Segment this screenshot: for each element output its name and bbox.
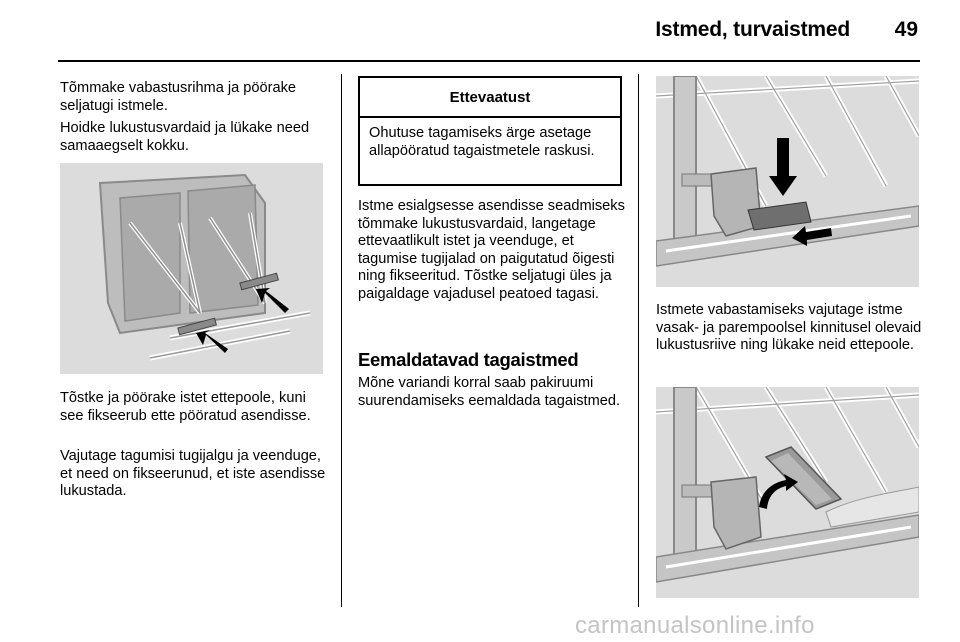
page-header-title: Istmed, turvaistmed — [655, 18, 850, 41]
col1-paragraph-1: Tõmmake vabastusrihma ja pöörake seljatugi istmele. — [60, 80, 297, 114]
page-number: 49 — [894, 18, 918, 41]
header-rule — [58, 60, 920, 62]
seat-illustration-2 — [656, 76, 919, 287]
warning-title: Ettevaatust — [360, 78, 620, 118]
col2-paragraph-2: Mõne variandi korral saab pakiruumi suurendamiseks eemaldada tagaistmed. — [358, 375, 621, 409]
col2-paragraph-1: Istme esialgsesse asendisse seadmiseks tõmmake lukustusvardaid, langetage ettevaatlikult istet ja veenduge, et tagumise tugijalad on paigutatud õigesti ning fikseeritud. Tõstke seljatugi üles ja paigaldage vajadusel peatoed tagasi. — [358, 198, 625, 302]
seat-illustration-1 — [60, 163, 323, 374]
figure-seat-lock-bars — [60, 163, 323, 374]
section-heading: Eemaldatavad tagaistmed — [358, 349, 579, 370]
col3-paragraph-1: Istmete vabastamiseks vajutage istme vasak- ja parempoolsel kinnitusel olevaid lukustusriive ning lükake neid ettepoole. — [656, 302, 922, 353]
column-divider-2 — [638, 74, 639, 607]
seat-illustration-3 — [656, 387, 919, 598]
warning-text: Ohutuse tagamiseks ärge asetage allapööratud tagaistmetele raskusi. — [369, 125, 595, 159]
col1-paragraph-3: Tõstke ja pöörake istet ettepoole, kuni see fikseerub ette pööratud asendisse. — [60, 390, 311, 424]
warning-box — [358, 76, 622, 186]
column-divider-1 — [341, 74, 342, 607]
col1-paragraph-4: Vajutage tagumisi tugijalgu ja veenduge, et need on fikseerunud, et iste asendisse lukustada. — [60, 448, 326, 499]
figure-lock-release-bottom — [656, 387, 919, 598]
watermark-text: carmanualsonline.info — [575, 612, 815, 639]
figure-lock-release-top — [656, 76, 919, 287]
col1-paragraph-2: Hoidke lukustusvardaid ja lükake need samaaegselt kokku. — [60, 120, 310, 154]
